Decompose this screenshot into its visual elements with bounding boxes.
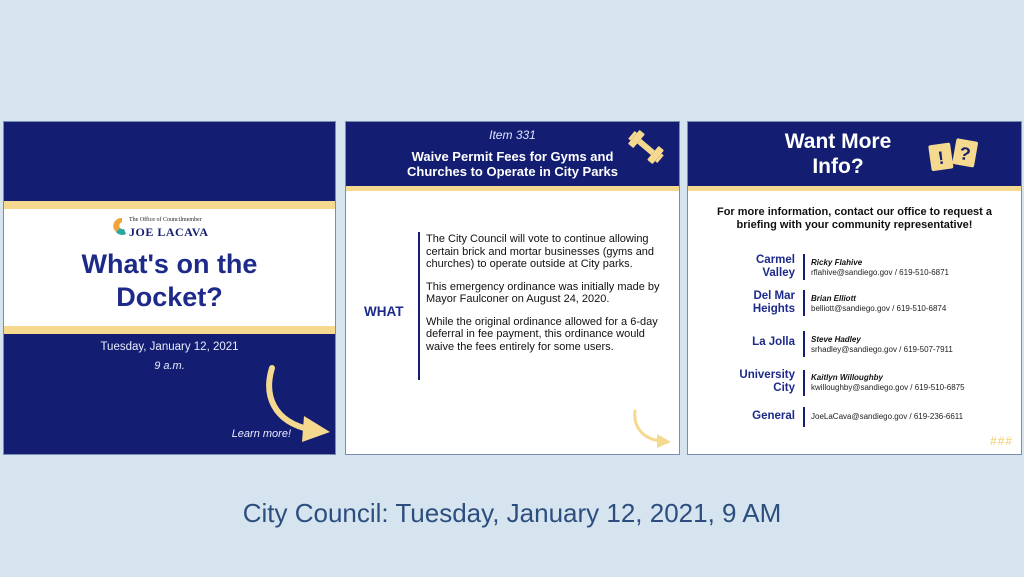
- contact-area-line1: Carmel: [756, 254, 795, 266]
- contact-divider: [803, 254, 805, 280]
- contact-area-line1: General: [752, 410, 795, 422]
- contact-area: [752, 410, 795, 423]
- end-mark: ###: [989, 434, 1013, 448]
- contact-divider: [803, 290, 805, 316]
- what-label: WHAT: [364, 304, 404, 319]
- description-paragraph: The City Council will vote to continue allowing certain brick and mortar businesses (gyms and churches) to operate outside at City parks.: [426, 233, 655, 270]
- contact-area: [752, 336, 795, 349]
- info-title: [774, 129, 902, 179]
- item-title-line1: Waive Permit Fees for Gyms and: [411, 149, 614, 164]
- dumbbell-icon: [626, 127, 666, 167]
- councilmember-name: JOE LACAVA: [129, 225, 209, 239]
- gold-band-top: [4, 201, 335, 209]
- docket-title-line2: Docket?: [116, 282, 223, 312]
- contact-name: Steve Hadley: [811, 335, 861, 344]
- contact-divider: [803, 370, 805, 396]
- contact-area-line1: Del Mar: [753, 290, 795, 302]
- contact-area-line1: University: [739, 369, 795, 381]
- learn-more-text: Learn more!: [231, 428, 291, 440]
- contact-name: Kaitlyn Willoughby: [811, 373, 883, 382]
- item-number: Item 331: [489, 128, 536, 142]
- contact-area: [753, 290, 795, 316]
- docket-title: [4, 248, 335, 314]
- meeting-caption: City Council: Tuesday, January 12, 2021, 9 AM: [242, 498, 782, 528]
- item-detail-panel: [345, 121, 680, 455]
- svg-text:?: ?: [957, 143, 973, 165]
- contact-info-panel: [687, 121, 1022, 455]
- info-title-line2: Info?: [812, 155, 864, 178]
- divider-line: [418, 232, 420, 380]
- contact-email: kwilloughby@sandiego.gov / 619-510-6875: [811, 383, 965, 392]
- contact-area-line2: Valley: [762, 267, 795, 279]
- info-intro: For more information, contact our office to request a briefing with your community representative!: [716, 206, 993, 231]
- office-line: The Office of Councilmember: [129, 217, 202, 223]
- description-paragraph: This emergency ordinance was initially made by Mayor Faulconer on August 24, 2020.: [426, 280, 660, 305]
- contact-name: Ricky Flahive: [811, 258, 863, 267]
- curved-arrow-icon: [631, 407, 673, 449]
- contact-area: [756, 254, 795, 280]
- svg-text:!: !: [936, 147, 946, 169]
- contact-name: Brian Elliott: [811, 294, 856, 303]
- info-title-line1: Want More: [784, 130, 892, 153]
- gold-band: [688, 186, 1021, 191]
- gold-band-bottom: [4, 326, 335, 334]
- contact-area-line2: Heights: [752, 303, 795, 315]
- contact-divider: [803, 331, 805, 357]
- contact-divider: [803, 407, 805, 427]
- contact-email: JoeLaCava@sandiego.gov / 619-236-6611: [811, 412, 964, 421]
- contact-area-line1: La Jolla: [752, 336, 795, 348]
- docket-cover-panel: [3, 121, 336, 455]
- gold-band: [346, 186, 679, 191]
- meeting-time: 9 a.m.: [154, 360, 185, 372]
- item-title-line2: Churches to Operate in City Parks: [407, 164, 618, 179]
- question-exclamation-icon: [926, 136, 984, 176]
- meeting-date: Tuesday, January 12, 2021: [100, 341, 239, 353]
- contact-email: srhadley@sandiego.gov / 619-507-7911: [811, 345, 953, 354]
- contact-area-line2: City: [773, 382, 795, 394]
- contact-email: belliott@sandiego.gov / 619-510-6874: [811, 304, 947, 313]
- item-description: [426, 233, 671, 363]
- description-paragraph: While the original ordinance allowed for a 6-day deferral in fee payment, this ordinance would waive the fees entirely for some users.: [426, 315, 658, 353]
- docket-title-line1: What's on the: [81, 249, 258, 279]
- contact-area: [739, 369, 795, 395]
- contact-email: rflahive@sandiego.gov / 619-510-6871: [811, 268, 949, 277]
